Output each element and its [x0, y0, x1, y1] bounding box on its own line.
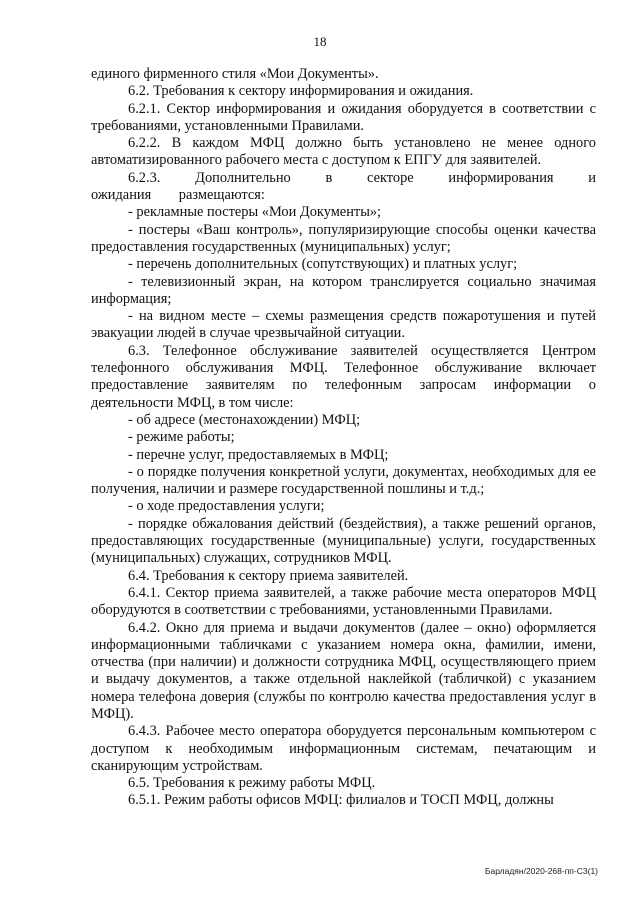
- section-6-3: 6.3. Телефонное обслуживание заявителей осуществляется Центром телефонного обслуживания МФЦ. Телефонное обслуживание включает предоставление заявителям по телефонным запросам информации о деятельности МФЦ, в том числе:: [91, 342, 596, 411]
- list-item: - порядке обжалования действий (бездействия), а также решений органов, предоставляющих государственные (муниципальные) услуги, государственных (муниципальных) служащих, сотрудников МФЦ.: [91, 515, 596, 567]
- list-item: - о ходе предоставления услуги;: [128, 498, 325, 515]
- list-item: - о порядке получения конкретной услуги, документах, необходимых для ее получения, наличии и размере государственной пошлины и т.д.;: [91, 463, 596, 498]
- list-item: - постеры «Ваш контроль», популяризирующие способы оценки качества предоставления государственных (муниципальных) услуг;: [91, 221, 596, 255]
- list-item: - режиме работы;: [128, 429, 235, 446]
- clause-6-4-2: 6.4.2. Окно для приема и выдачи документов (далее – окно) оформляется информационными табличками с указанием номера окна, фамилии, имени, отчества (при наличии) и должности сотрудника МФЦ, осуществляющего прием и выдачу документов, а также отдельной наклейкой (табличкой) с указанием номера телефона доверия (службы по контролю качества предоставления услуг в МФЦ).: [91, 619, 596, 722]
- list-item: - перечень дополнительных (сопутствующих) и платных услуг;: [128, 256, 518, 273]
- section-6-2-heading: 6.2. Требования к сектору информирования и ожидания.: [128, 83, 474, 100]
- clause-6-2-2: 6.2.2. В каждом МФЦ должно быть установлено не менее одного автоматизированного рабочего места с доступом к ЕПГУ для заявителей.: [91, 135, 596, 169]
- document-body: [91, 66, 596, 810]
- section-6-4-heading: 6.4. Требования к сектору приема заявителей.: [128, 567, 409, 584]
- list-item: - на видном месте – схемы размещения средств пожаротушения и путей эвакуации людей в случае чрезвычайной ситуации.: [91, 308, 596, 342]
- page-number: 18: [313, 34, 327, 49]
- list-item: - перечне услуг, предоставляемых в МФЦ;: [128, 446, 389, 463]
- section-6-5-heading: 6.5. Требования к режиму работы МФЦ.: [128, 775, 376, 792]
- clause-6-5-1: 6.5.1. Режим работы офисов МФЦ: филиалов и ТОСП МФЦ, должны: [128, 792, 554, 809]
- clause-6-2-1: 6.2.1. Сектор информирования и ожидания оборудуется в соответствии с требованиями, установленными Правилами.: [91, 100, 596, 134]
- clause-6-4-3: 6.4.3. Рабочее место оператора оборудуется персональным компьютером с доступом к необходимым информационным системам, печатающим и сканирующим устройствам.: [91, 723, 596, 774]
- list-item: - телевизионный экран, на котором транслируется социально значимая информация;: [91, 273, 596, 307]
- paragraph-continuation: единого фирменного стиля «Мои Документы».: [91, 66, 379, 82]
- list-item: - об адресе (местонахождении) МФЦ;: [128, 411, 361, 428]
- clause-6-2-3: 6.2.3. Дополнительно в секторе информирования и ожидания размещаются:: [91, 169, 596, 204]
- document-footer-code: Барладян/2020-268-пп-С3(1): [484, 866, 598, 876]
- clause-6-4-1: 6.4.1. Сектор приема заявителей, а также рабочие места операторов МФЦ оборудуются в соответствии с требованиями, установленными Правилами.: [91, 584, 596, 619]
- list-item: - рекламные постеры «Мои Документы»;: [128, 204, 382, 221]
